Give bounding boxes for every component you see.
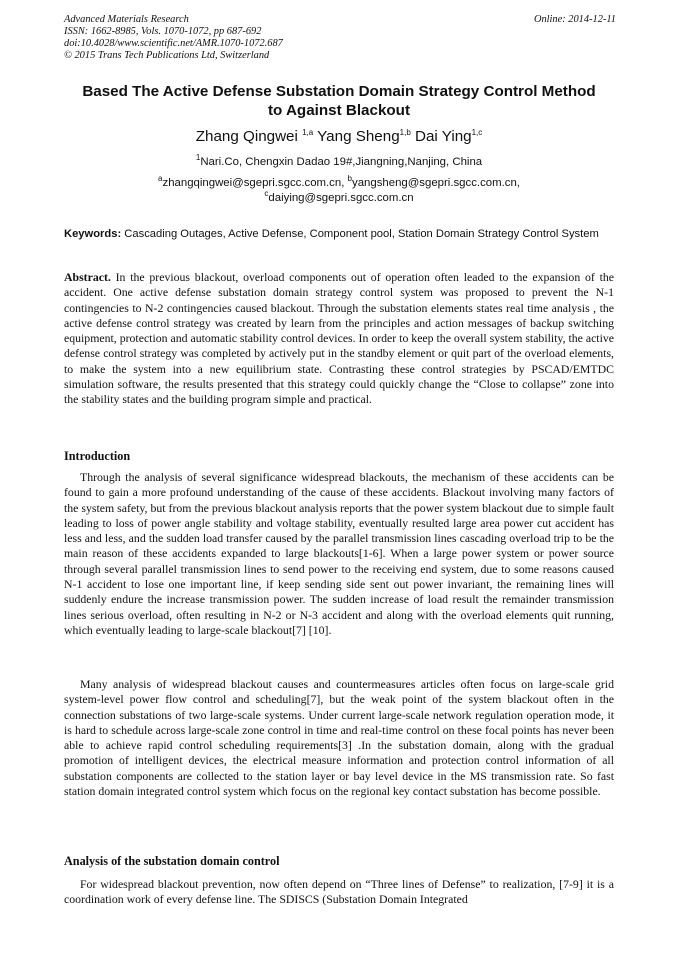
affiliation-text: Nari.Co, Chengxin Dadao 19#,Jiangning,Nanjing, China	[200, 156, 483, 168]
email-mark: c	[264, 189, 269, 199]
email-mark: a	[158, 174, 163, 184]
intro-paragraph-1: Through the analysis of several significance widespread blackouts, the mechanism of these accidents can be found to gain a more profound understanding of the cause of these accidents. Blackout involving many factors of the system safety, but from the previous blackout analysis reports that the power system blackout due to simple fault leading to loss of power angle stability and voltage stability, eventually resulted large area power cut accident has less and less, and the sudden load transfer caused by the parallel transmission lines cascading overload trip to be the main reason of these accidents expanded to large blackouts[1-6]. When a large power system or power source through several parallel transmission lines to send power to the receiving end system, due to some reasons caused N-1 accident to lose one important line, if keep sending side sent out power invariant, the remaining lines will suddenly endure the increase transmission power. The sudden increase of load result the remainder transmission lines serious overload, often resulting in N-2 or N-3 accident and along with the overload elements quit running, which eventually leading to large-scale blackout[7] [10].	[64, 470, 614, 637]
analysis-paragraph-1: For widespread blackout prevention, now often depend on “Three lines of Defense” to realization, [7-9] it is a coordination work of every defense line. The SDISCS (Substation Domain Integrated	[64, 877, 614, 907]
title-line-1: Based The Active Defense Substation Domain Strategy Control Method	[82, 83, 596, 100]
email-link[interactable]: zhangqingwei@sgepri.sgcc.com.cn,	[162, 177, 348, 189]
journal-name: Advanced Materials Research	[64, 14, 189, 25]
email-link[interactable]: daiying@sgepri.sgcc.com.cn	[268, 192, 414, 204]
intro-paragraph-2: Many analysis of widespread blackout causes and countermeasures articles often focus on large-scale grid system-level power flow control and scheduling[7], but the weak point of the system blackout often in the connection substations of two large-scale systems. Under current large-scale network regulation operation mode, it is hard to schedule across large-scale zone control in time and real-time control on these focal points has never been able to achieve rapid control scheduling requirements[3] .In the substation domain, along with the gradual promotion of intelligent devices, the electrical measure information and protection control information of all substation components are collected to the station layer or bay level device in the MS transmission rate. So fast station domain integrated control system which focus on the regional key contact substation has become possible.	[64, 677, 614, 799]
author-list	[56, 127, 622, 147]
section-heading-introduction: Introduction	[64, 449, 131, 463]
keywords	[64, 227, 616, 241]
author-affil-mark: 1,c	[471, 127, 483, 137]
email-mark: b	[347, 174, 352, 184]
affiliation	[56, 155, 622, 169]
abstract	[64, 270, 614, 408]
issn-line: ISSN: 1662-8985, Vols. 1070-1072, pp 687-692	[64, 26, 262, 37]
journal-header	[64, 14, 616, 62]
author-name: Yang Sheng	[317, 128, 400, 145]
online-date: Online: 2014-12-11	[533, 14, 616, 25]
doi-line: doi:10.4028/www.scientific.net/AMR.1070-1072.687	[64, 38, 283, 49]
affiliation-mark: 1	[195, 153, 201, 163]
copyright-line: © 2015 Trans Tech Publications Ltd, Switzerland	[64, 50, 270, 61]
abstract-text: In the previous blackout, overload components out of operation often leaded to the expansion of the accident. One active defense substation domain strategy control system was proposed to prevent the N-1 contingencies to N-2 contingencies caused blackout. Through the substation elements states real time analysis , the active defense control strategy was created by learn from the principles and action messages of backup switching equipment, protection and automatic stability control devices. In order to keep the overall system stability, the active defense control strategy was completed by actively put in the standby element or quit part of the overload elements, to make the system into a new equilibrium state. Contrasting these control strategies by PSCAD/EMTDC simulation software, the results presented that this strategy could quickly change the “Close to collapse” zone into the stability states and the building program simple and practical.	[64, 270, 614, 407]
title-line-2: to Against Blackout	[267, 102, 411, 119]
keywords-text: Cascading Outages, Active Defense, Component pool, Station Domain Strategy Control System	[121, 228, 599, 240]
author-name: Dai Ying	[415, 128, 472, 145]
author-name: Zhang Qingwei	[195, 128, 303, 145]
email-link[interactable]: yangsheng@sgepri.sgcc.com.cn,	[352, 177, 520, 189]
author-emails	[100, 176, 578, 206]
keywords-label: Keywords:	[64, 228, 122, 240]
abstract-label: Abstract.	[64, 270, 111, 284]
section-heading-analysis: Analysis of the substation domain control	[64, 854, 280, 868]
author-affil-mark: 1,a	[302, 127, 314, 137]
author-affil-mark: 1,b	[399, 127, 411, 137]
paper-title	[56, 82, 622, 120]
